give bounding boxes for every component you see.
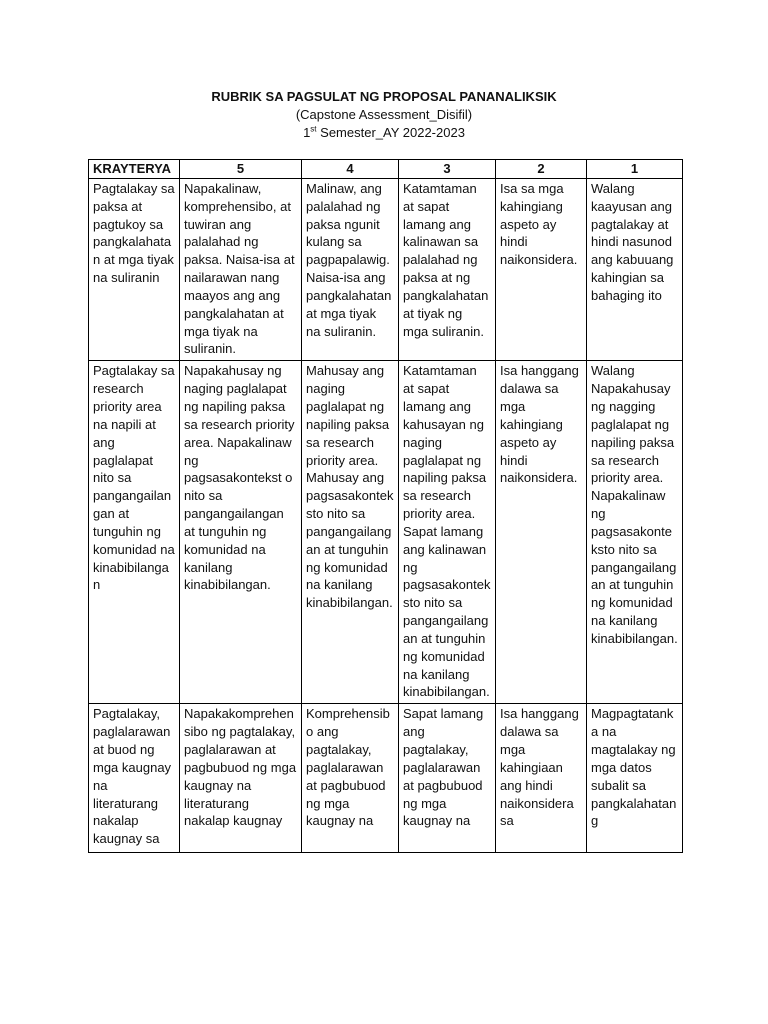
score-1-cell: Magpagtatanka na magtalakay ng mga datos subalit sa pangkalahatang (587, 704, 683, 853)
krayterya-cell: Pagtalakay sa paksa at pagtukoy sa pangkalahatan at mga tiyak na suliranin (89, 178, 180, 360)
score-4-cell: Malinaw, ang palalahad ng paksa ngunit kulang sa pagpapalawig. Naisa-isa ang pangkalahatan at mga tiyak na suliranin. (302, 178, 399, 360)
semester-ordinal: st (310, 124, 317, 134)
score-1-cell: Walang Napakahusay ng nagging paglalapat ng napiling paksa sa research priority area. Napakalinaw ng pagsasakonteksto nito sa pangangailangan at tunguhin ng komunidad na kanilang kinabibilangan. (587, 361, 683, 704)
score-2-cell: Isa hanggang dalawa sa mga kahingiang aspeto ay hindi naikonsidera. (496, 361, 587, 704)
score-4-cell: Mahusay ang naging paglalapat ng napiling paksa sa research priority area. Mahusay ang pagsasakonteksto nito sa pangangailangan at tunguhin ng komunidad na kanilang kinabibilangan. (302, 361, 399, 704)
header-score-2: 2 (496, 160, 587, 179)
krayterya-cell: Pagtalakay sa research priority area na napili at ang paglalapat nito sa pangangailangan at tunguhin ng komunidad na kinabibilangan (89, 361, 180, 704)
document-title: RUBRIK SA PAGSULAT NG PROPOSAL PANANALIKSIK (211, 89, 557, 104)
semester-line (0, 124, 768, 142)
score-4-cell: Komprehensibo ang pagtalakay, paglalarawan at pagbubuod ng mga kaugnay na (302, 704, 399, 853)
rubric-table (88, 159, 683, 853)
score-3-cell: Katamtaman at sapat lamang ang kahusayan ng naging paglalapat ng napiling paksa sa research priority area. Sapat lamang ang kalinawan ng pagsasakonteksto nito sa pangangailangan at tunguhin ng komunidad na kanilang kinabibilangan. (399, 361, 496, 704)
score-2-cell: Isa hanggang dalawa sa mga kahingiaan ang hindi naikonsidera sa (496, 704, 587, 853)
score-5-cell: Napakahusay ng naging paglalapat ng napiling paksa sa research priority area. Napakalinaw ng pagsasakontekst o nito sa pangangailangan at tunguhin ng komunidad na kanilang kinabibilangan. (180, 361, 302, 704)
table-row (89, 704, 683, 853)
document-subtitle: (Capstone Assessment_Disifil) (295, 107, 473, 122)
semester-text: Semester_AY 2022-2023 (316, 125, 465, 140)
krayterya-cell: Pagtalakay, paglalarawan at buod ng mga kaugnay na literaturang nakalap kaugnay sa (89, 704, 180, 853)
table-row (89, 178, 683, 360)
score-5-cell: Napakalinaw, komprehensibo, at tuwiran ang palalahad ng paksa. Naisa-isa at nailarawan nang maayos ang ang pangkalahatan at mga tiyak na suliranin. (180, 178, 302, 360)
header-score-3: 3 (399, 160, 496, 179)
score-5-cell: Napakakomprehensibo ng pagtalakay, paglalarawan at pagbubuod ng mga kaugnay na literaturang nakalap kaugnay (180, 704, 302, 853)
table-header-row (89, 160, 683, 179)
header-score-5: 5 (180, 160, 302, 179)
score-1-cell: Walang kaayusan ang pagtalakay at hindi nasunod ang kabuuang kahingian sa bahaging ito (587, 178, 683, 360)
score-2-cell: Isa sa mga kahingiang aspeto ay hindi naikonsidera. (496, 178, 587, 360)
score-3-cell: Sapat lamang ang pagtalakay, paglalarawan at pagbubuod ng mga kaugnay na (399, 704, 496, 853)
document-header (0, 88, 768, 142)
header-krayterya: KRAYTERYA (89, 160, 180, 179)
header-score-4: 4 (302, 160, 399, 179)
score-3-cell: Katamtaman at sapat lamang ang kalinawan sa palalahad ng paksa at ng pangkalahatan at tiyak ng mga suliranin. (399, 178, 496, 360)
semester-number: 1 (303, 125, 311, 140)
table-row (89, 361, 683, 704)
header-score-1: 1 (587, 160, 683, 179)
